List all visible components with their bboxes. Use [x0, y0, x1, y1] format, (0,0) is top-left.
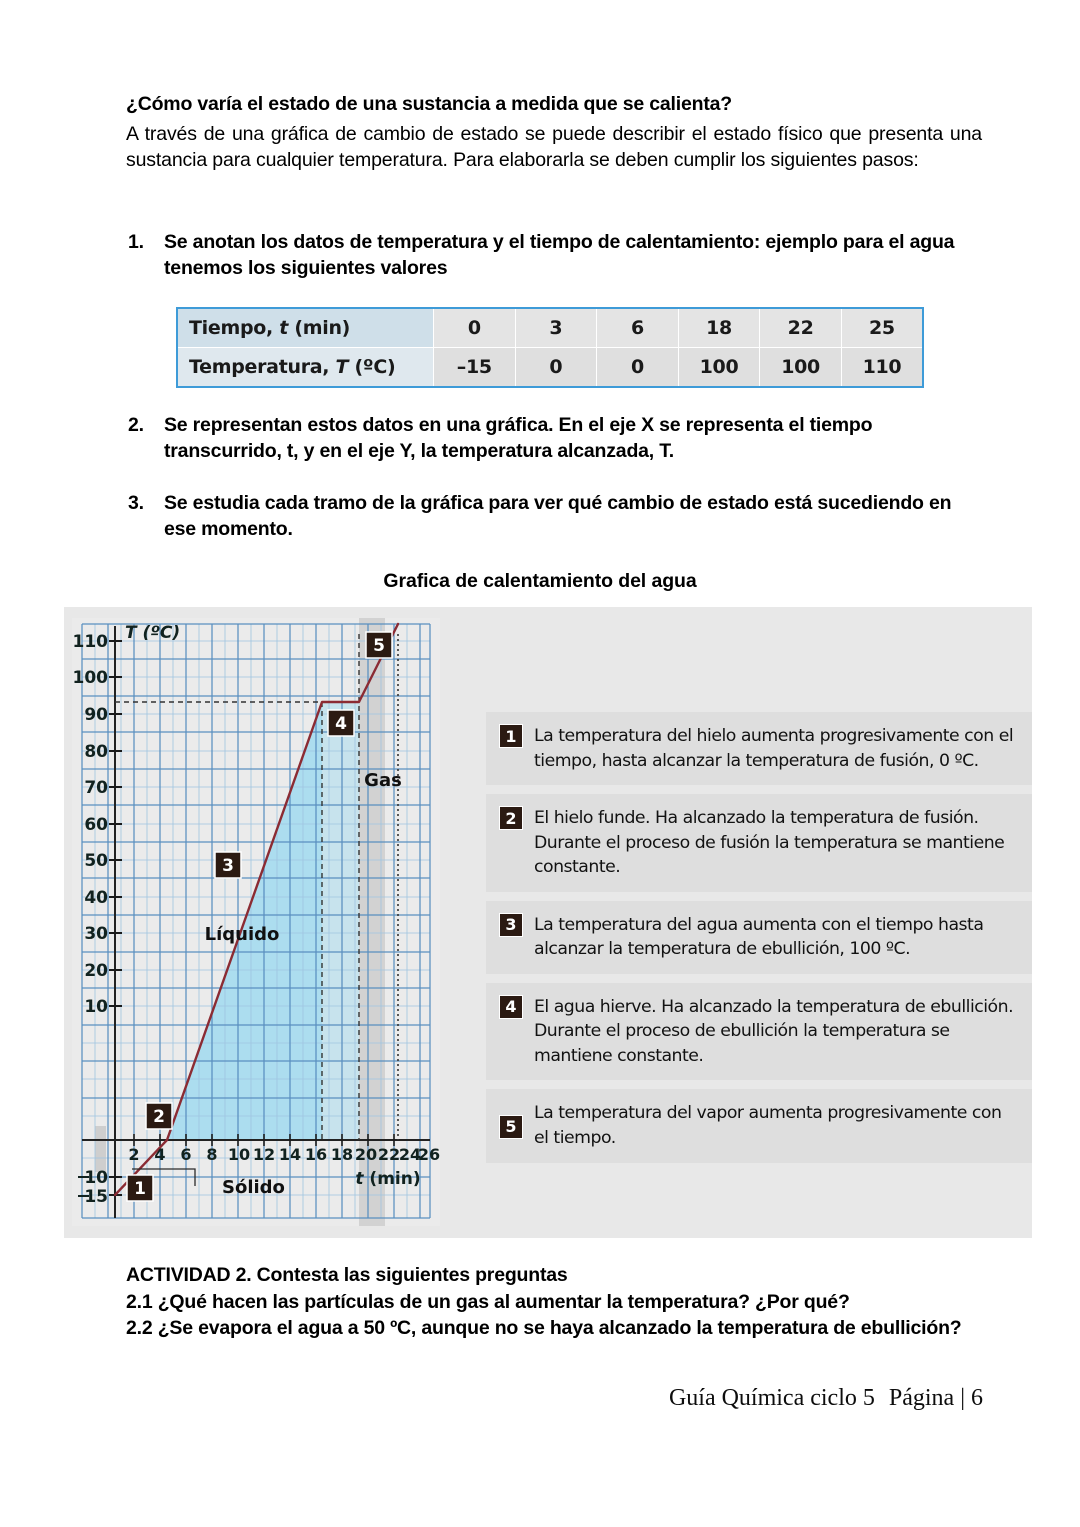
- region-band-solid: [95, 1126, 106, 1172]
- legend-item-4: [486, 983, 1032, 1081]
- intro-paragraph: A través de una gráfica de cambio de estado se puede describir el estado físico que presenta una sustancia para cualquier temperatura. Para elaborarla se deben cumplir los siguientes pasos:: [126, 123, 982, 172]
- svg-text:20: 20: [354, 1145, 378, 1164]
- cell-time-5: 25: [841, 308, 923, 348]
- legend-text-3: La temperatura del agua aumenta con el tiempo hasta alcanzar la temperatura de ebullición, 100 ºC.: [534, 914, 984, 960]
- svg-text:60: 60: [84, 815, 108, 835]
- row-header-temperature: Temperatura, T (ºC): [177, 348, 434, 388]
- cell-time-3: 18: [678, 308, 760, 348]
- cell-temp-3: 100: [678, 348, 760, 388]
- legend-item-1: [486, 712, 1032, 785]
- svg-text:40: 40: [84, 888, 108, 908]
- activity-title: ACTIVIDAD 2. Contesta las siguientes preguntas: [126, 1264, 568, 1286]
- legend-text-1: La temperatura del hielo aumenta progresivamente con el tiempo, hasta alcanzar la temperatura de fusión, 0 ºC.: [534, 726, 1014, 771]
- svg-text:26: 26: [417, 1145, 440, 1164]
- figure-title: Grafica de calentamiento del agua: [383, 570, 697, 592]
- svg-text:8: 8: [206, 1145, 218, 1164]
- cell-temp-4: 100: [760, 348, 842, 388]
- svg-text:6: 6: [180, 1145, 192, 1164]
- svg-text:24: 24: [398, 1145, 422, 1164]
- activity-block: [126, 1262, 986, 1342]
- svg-text:16: 16: [304, 1145, 328, 1164]
- table-row: [177, 308, 923, 348]
- intro-paragraph-block: [126, 121, 982, 174]
- heating-data-table: [176, 307, 924, 388]
- region-label-gas: Gas: [364, 770, 402, 791]
- legend-text-2: El hielo funde. Ha alcanzado la temperatura de fusión. Durante el proceso de fusión la temperatura se mantiene constante.: [534, 808, 1005, 878]
- legend-item-2: [486, 794, 1032, 892]
- svg-text:70: 70: [84, 778, 108, 798]
- legend-item-5: [486, 1089, 1032, 1162]
- svg-text:10: 10: [227, 1145, 251, 1164]
- step-1-block: [126, 229, 982, 282]
- svg-text:12: 12: [252, 1145, 276, 1164]
- footer-page-label: Página | 6: [888, 1385, 983, 1411]
- svg-text:14: 14: [278, 1145, 302, 1164]
- svg-text:4: 4: [154, 1145, 166, 1164]
- step-item-2: [126, 412, 982, 465]
- cell-time-2: 6: [597, 308, 679, 348]
- heating-curve-figure: [64, 607, 1032, 1238]
- y-axis-label: T (ºC): [125, 623, 181, 643]
- step-number-1: 1.: [128, 231, 144, 253]
- region-label-solido: Sólido: [222, 1177, 285, 1198]
- svg-text:110: 110: [72, 632, 108, 652]
- step-text-2: Se representan estos datos en una gráfica. En el eje X se representa el tiempo transcurrido, t, y en el eje Y, la temperatura alcanzada, T.: [164, 414, 873, 463]
- page-footer: [669, 1385, 983, 1412]
- chart-svg: [72, 618, 440, 1226]
- legend-badge-1: 1: [500, 725, 522, 747]
- section-heading-block: [126, 92, 982, 118]
- svg-text:10: 10: [84, 997, 108, 1017]
- legend-badge-4: 4: [500, 996, 522, 1018]
- svg-text:100: 100: [72, 668, 108, 688]
- chart-marker-4-label: 4: [335, 714, 347, 734]
- legend-badge-2: 2: [500, 807, 522, 829]
- step-text-3: Se estudia cada tramo de la gráfica para ver qué cambio de estado está sucediendo en ese momento.: [164, 492, 952, 541]
- legend-item-3: [486, 901, 1032, 974]
- step-item-1: [126, 229, 982, 282]
- chart-marker-2-label: 2: [153, 1107, 165, 1127]
- cell-temp-5: 110: [841, 348, 923, 388]
- svg-text:2: 2: [128, 1145, 140, 1164]
- legend-text-5: La temperatura del vapor aumenta progresivamente con el tiempo.: [534, 1103, 1002, 1149]
- step-2-block: [126, 412, 982, 465]
- activity-question-1: 2.1 ¿Qué hacen las partículas de un gas al aumentar la temperatura? ¿Por qué?: [126, 1290, 850, 1313]
- cell-time-1: 3: [515, 308, 597, 348]
- heating-data-table-wrap: [176, 307, 924, 388]
- svg-text:20: 20: [84, 961, 108, 981]
- cell-time-0: 0: [434, 308, 516, 348]
- svg-text:10: 10: [84, 1168, 108, 1188]
- chart-marker-3-label: 3: [222, 856, 234, 876]
- step-text-1: Se anotan los datos de temperatura y el tiempo de calentamiento: ejemplo para el agua tenemos los siguientes valores: [164, 231, 955, 280]
- step-number-3: 3.: [128, 492, 144, 514]
- svg-text:18: 18: [330, 1145, 354, 1164]
- svg-text:22: 22: [377, 1145, 401, 1164]
- step-item-3: [126, 490, 982, 543]
- figure-legend: [486, 712, 1032, 1149]
- svg-text:30: 30: [84, 924, 108, 944]
- region-fill-boiling: [322, 702, 359, 1140]
- svg-text:15: 15: [84, 1187, 108, 1207]
- cell-temp-0: –15: [434, 348, 516, 388]
- chart-marker-1-label: 1: [134, 1179, 146, 1199]
- step-3-block: [126, 490, 982, 543]
- legend-text-4: El agua hierve. Ha alcanzado la temperatura de ebullición. Durante el proceso de ebullición la temperatura se mantiene constante.: [534, 996, 1014, 1066]
- page-title: ¿Cómo varía el estado de una sustancia a medida que se calienta?: [126, 93, 732, 115]
- svg-text:80: 80: [84, 742, 108, 762]
- svg-text:50: 50: [84, 851, 108, 871]
- svg-text:90: 90: [84, 705, 108, 725]
- region-label-liquido: Líquido: [204, 924, 280, 945]
- row-header-time: Tiempo, t (min): [177, 308, 434, 348]
- x-axis-label: t (min): [355, 1169, 421, 1189]
- chart-marker-5-label: 5: [373, 636, 385, 656]
- legend-badge-3: 3: [500, 914, 522, 936]
- activity-question-2: 2.2 ¿Se evapora el agua a 50 ºC, aunque no se haya alcanzado la temperatura de ebullición?: [126, 1317, 962, 1340]
- footer-guide-label: Guía Química ciclo 5: [668, 1385, 875, 1411]
- heating-curve-chart: [72, 618, 440, 1226]
- cell-temp-1: 0: [515, 348, 597, 388]
- cell-time-4: 22: [760, 308, 842, 348]
- cell-temp-2: 0: [597, 348, 679, 388]
- legend-badge-5: 5: [500, 1116, 522, 1138]
- step-number-2: 2.: [128, 414, 144, 436]
- table-row: [177, 348, 923, 388]
